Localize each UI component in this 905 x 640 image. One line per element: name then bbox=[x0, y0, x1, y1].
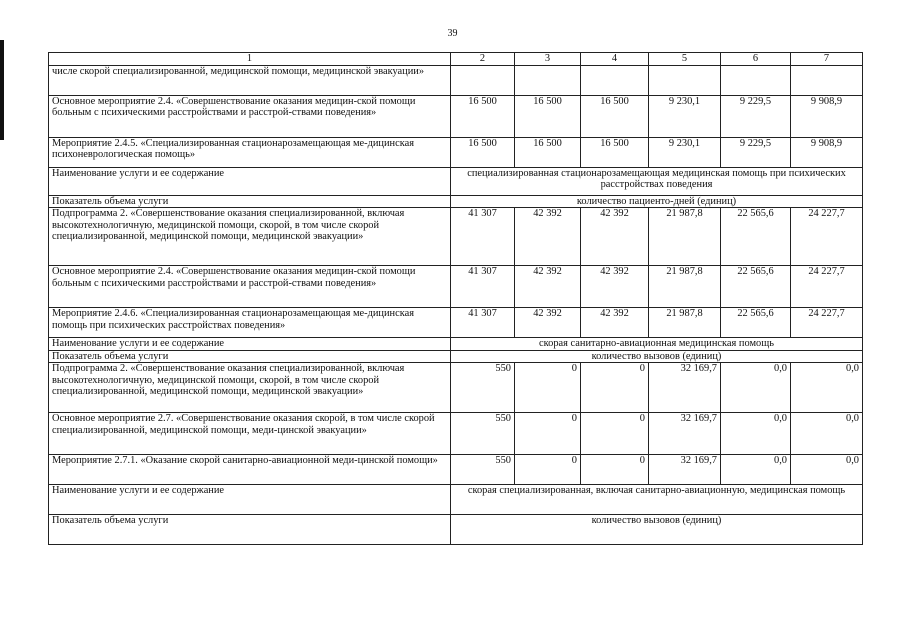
value-cell: 16 500 bbox=[581, 137, 649, 167]
row-name: числе скорой специализированной, медицинской помощи, медицинской эвакуации» bbox=[49, 65, 451, 95]
value-cell bbox=[791, 65, 863, 95]
table-body bbox=[49, 53, 863, 545]
value-cell: 21 987,8 bbox=[649, 266, 721, 308]
value-cell: 9 230,1 bbox=[649, 95, 721, 137]
value-cell bbox=[649, 65, 721, 95]
scan-margin-bar bbox=[0, 40, 4, 140]
value-cell: 0 bbox=[581, 363, 649, 413]
value-cell bbox=[451, 65, 515, 95]
value-cell: 24 227,7 bbox=[791, 208, 863, 266]
value-cell bbox=[721, 65, 791, 95]
row-name: Мероприятие 2.4.5. «Специализированная стационарозамещающая ме-дицинская психоневрологическая помощь» bbox=[49, 137, 451, 167]
value-cell: 16 500 bbox=[515, 137, 581, 167]
service-value: специализированная стационарозамещающая медицинская помощь при психических расстройствах поведения bbox=[451, 167, 863, 195]
value-cell bbox=[581, 65, 649, 95]
service-label: Наименование услуги и ее содержание bbox=[49, 338, 451, 351]
value-cell: 9 908,9 bbox=[791, 137, 863, 167]
value-cell: 0,0 bbox=[791, 455, 863, 485]
col-header: 5 bbox=[649, 53, 721, 66]
value-cell: 21 987,8 bbox=[649, 208, 721, 266]
value-cell: 32 169,7 bbox=[649, 455, 721, 485]
service-label: Показатель объема услуги bbox=[49, 350, 451, 363]
value-cell: 9 908,9 bbox=[791, 95, 863, 137]
service-value: количество вызовов (единиц) bbox=[451, 350, 863, 363]
budget-table bbox=[48, 52, 863, 545]
value-cell: 16 500 bbox=[515, 95, 581, 137]
row-name: Основное мероприятие 2.4. «Совершенствование оказания медицин-ской помощи больным с психическими расстройствами и расстрой-ствами поведения» bbox=[49, 266, 451, 308]
value-cell: 24 227,7 bbox=[791, 266, 863, 308]
service-value: скорая санитарно-авиационная медицинская помощь bbox=[451, 338, 863, 351]
value-cell: 9 229,5 bbox=[721, 95, 791, 137]
value-cell: 0,0 bbox=[721, 455, 791, 485]
service-value: количество пациенто-дней (единиц) bbox=[451, 195, 863, 208]
service-row bbox=[49, 350, 863, 363]
value-cell: 42 392 bbox=[581, 208, 649, 266]
col-header: 3 bbox=[515, 53, 581, 66]
value-cell: 32 169,7 bbox=[649, 413, 721, 455]
service-row bbox=[49, 515, 863, 545]
table-row bbox=[49, 308, 863, 338]
row-name: Мероприятие 2.7.1. «Оказание скорой санитарно-авиационной меди-цинской помощи» bbox=[49, 455, 451, 485]
col-header: 4 bbox=[581, 53, 649, 66]
value-cell: 0 bbox=[515, 363, 581, 413]
value-cell: 0,0 bbox=[721, 413, 791, 455]
value-cell: 0,0 bbox=[791, 363, 863, 413]
value-cell: 22 565,6 bbox=[721, 308, 791, 338]
row-name: Основное мероприятие 2.4. «Совершенствование оказания медицин-ской помощи больным с психическими расстройствами и расстрой-ствами поведения» bbox=[49, 95, 451, 137]
table-row bbox=[49, 266, 863, 308]
value-cell bbox=[515, 65, 581, 95]
value-cell: 0 bbox=[581, 413, 649, 455]
service-label: Наименование услуги и ее содержание bbox=[49, 167, 451, 195]
col-header: 6 bbox=[721, 53, 791, 66]
value-cell: 32 169,7 bbox=[649, 363, 721, 413]
value-cell: 41 307 bbox=[451, 308, 515, 338]
page-number: 39 bbox=[447, 28, 458, 39]
table-row bbox=[49, 65, 863, 95]
col-header: 2 bbox=[451, 53, 515, 66]
table-row bbox=[49, 137, 863, 167]
service-row bbox=[49, 195, 863, 208]
service-row bbox=[49, 338, 863, 351]
value-cell: 16 500 bbox=[451, 95, 515, 137]
col-header: 7 bbox=[791, 53, 863, 66]
service-value: количество вызовов (единиц) bbox=[451, 515, 863, 545]
value-cell: 16 500 bbox=[581, 95, 649, 137]
value-cell: 550 bbox=[451, 413, 515, 455]
value-cell: 42 392 bbox=[581, 308, 649, 338]
value-cell: 550 bbox=[451, 363, 515, 413]
value-cell: 9 229,5 bbox=[721, 137, 791, 167]
table-row bbox=[49, 208, 863, 266]
value-cell: 42 392 bbox=[515, 308, 581, 338]
table-row bbox=[49, 455, 863, 485]
table-row bbox=[49, 95, 863, 137]
service-label: Показатель объема услуги bbox=[49, 515, 451, 545]
service-value: скорая специализированная, включая санитарно-авиационную, медицинская помощь bbox=[451, 485, 863, 515]
value-cell: 0 bbox=[515, 455, 581, 485]
service-row bbox=[49, 485, 863, 515]
value-cell: 24 227,7 bbox=[791, 308, 863, 338]
value-cell: 0 bbox=[581, 455, 649, 485]
value-cell: 22 565,6 bbox=[721, 208, 791, 266]
value-cell: 41 307 bbox=[451, 208, 515, 266]
row-name: Подпрограмма 2. «Совершенствование оказания специализированной, включая высокотехнологичную, медицинской помощи, скорой, в том числе скорой специализированной, медицинской помощи, медицинской эвакуации» bbox=[49, 363, 451, 413]
value-cell: 41 307 bbox=[451, 266, 515, 308]
value-cell: 0,0 bbox=[721, 363, 791, 413]
value-cell: 42 392 bbox=[515, 266, 581, 308]
row-name: Подпрограмма 2. «Совершенствование оказания специализированной, включая высокотехнологичную, медицинской помощи, скорой, в том числе скорой специализированной, медицинской помощи, медицинской эвакуации» bbox=[49, 208, 451, 266]
table-row bbox=[49, 413, 863, 455]
value-cell: 0,0 bbox=[791, 413, 863, 455]
service-label: Показатель объема услуги bbox=[49, 195, 451, 208]
value-cell: 16 500 bbox=[451, 137, 515, 167]
value-cell: 22 565,6 bbox=[721, 266, 791, 308]
value-cell: 0 bbox=[515, 413, 581, 455]
col-header: 1 bbox=[49, 53, 451, 66]
service-label: Наименование услуги и ее содержание bbox=[49, 485, 451, 515]
value-cell: 42 392 bbox=[581, 266, 649, 308]
value-cell: 21 987,8 bbox=[649, 308, 721, 338]
row-name: Основное мероприятие 2.7. «Совершенствование оказания скорой, в том числе скорой специализированной, медицинской помощи, меди-цинской эвакуации» bbox=[49, 413, 451, 455]
value-cell: 42 392 bbox=[515, 208, 581, 266]
row-name: Мероприятие 2.4.6. «Специализированная стационарозамещающая ме-дицинская помощь при психических расстройствах поведения» bbox=[49, 308, 451, 338]
table-row bbox=[49, 363, 863, 413]
value-cell: 9 230,1 bbox=[649, 137, 721, 167]
value-cell: 550 bbox=[451, 455, 515, 485]
service-row bbox=[49, 167, 863, 195]
header-row bbox=[49, 53, 863, 66]
